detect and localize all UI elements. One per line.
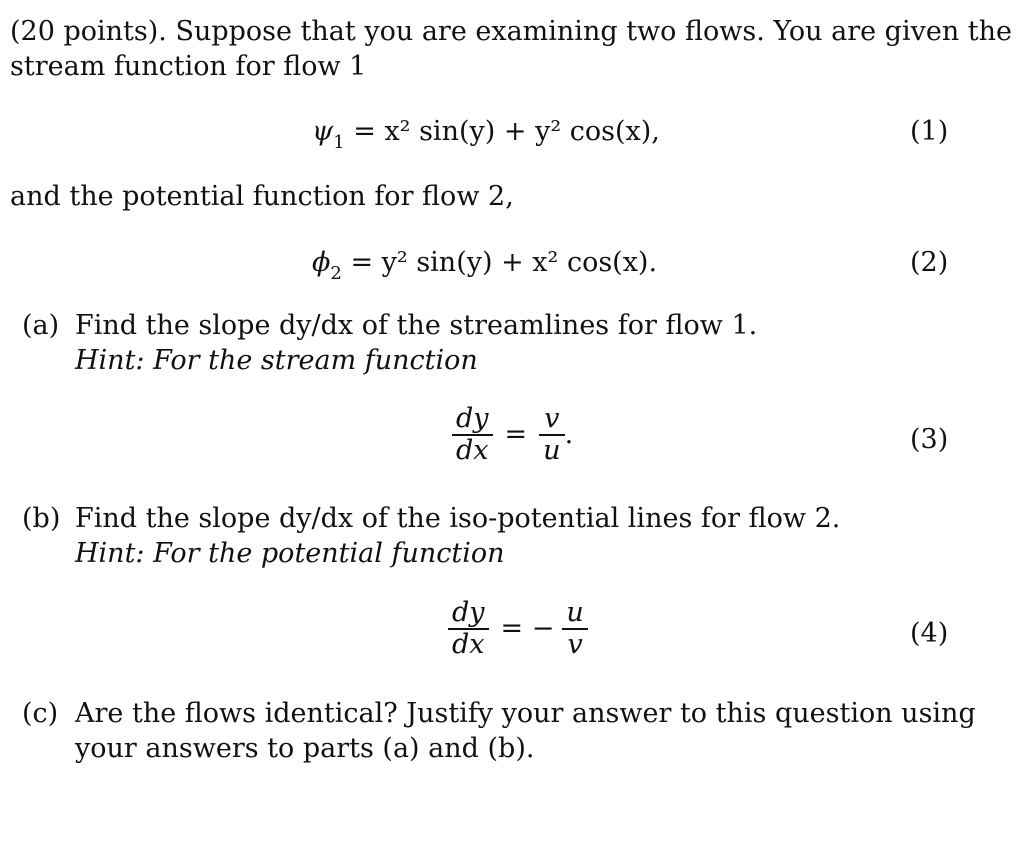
equation-1: [312, 114, 660, 154]
eq3-lhs-fraction: [452, 404, 493, 466]
eq3-rhs-fraction: [539, 404, 564, 466]
eq3-rhs-denominator: u: [543, 434, 561, 466]
equation-2-number: (2): [910, 247, 949, 278]
equation-2: [312, 245, 658, 285]
equation-3: [452, 404, 573, 466]
part-b-text: Find the slope dy/dx of the iso-potential lines for flow 2.: [75, 503, 841, 534]
part-c-line-1: Are the flows identical? Justify your answer to this question using: [75, 698, 976, 729]
equation-4: [448, 598, 588, 660]
equation-3-number: (3): [910, 424, 949, 455]
eq3-lhs-numerator: dy: [456, 403, 489, 434]
eq3-rhs-numerator: v: [544, 403, 560, 434]
part-b-hint: Hint: For the potential function: [75, 538, 505, 569]
eq4-lhs-numerator: dy: [452, 597, 485, 628]
intro-line-2: stream function for flow 1: [10, 51, 367, 82]
eq1-lhs-subscript: 1: [333, 132, 345, 154]
eq4-rhs-denominator: v: [567, 628, 583, 660]
part-a-text: Find the slope dy/dx of the streamlines for flow 1.: [75, 310, 758, 341]
part-c-label: (c): [22, 698, 59, 729]
eq2-lhs-symbol: ϕ: [312, 247, 331, 278]
eq1-lhs-symbol: ψ: [312, 116, 334, 147]
eq3-tail: .: [564, 419, 574, 451]
part-a-label: (a): [22, 310, 60, 341]
eq4-rhs-numerator: u: [566, 597, 584, 628]
part-b-label: (b): [22, 503, 61, 534]
equation-4-number: (4): [910, 618, 949, 649]
middle-text: and the potential function for flow 2,: [10, 181, 514, 212]
eq2-rhs: = y² sin(y) + x² cos(x).: [350, 247, 658, 278]
part-a-hint: Hint: For the stream function: [75, 345, 478, 376]
eq3-operator: =: [504, 419, 528, 451]
eq4-operator: = −: [500, 613, 555, 645]
eq4-rhs-fraction: [562, 598, 587, 660]
eq3-lhs-denominator: dx: [456, 434, 489, 466]
eq1-rhs: = x² sin(y) + y² cos(x),: [353, 116, 660, 147]
intro-line-1: (20 points). Suppose that you are examining two flows. You are given the: [10, 16, 1013, 47]
eq4-lhs-denominator: dx: [452, 628, 485, 660]
equation-1-number: (1): [910, 116, 949, 147]
part-c-line-2: your answers to parts (a) and (b).: [75, 733, 535, 764]
eq4-lhs-fraction: [448, 598, 489, 660]
eq2-lhs-subscript: 2: [330, 263, 342, 285]
